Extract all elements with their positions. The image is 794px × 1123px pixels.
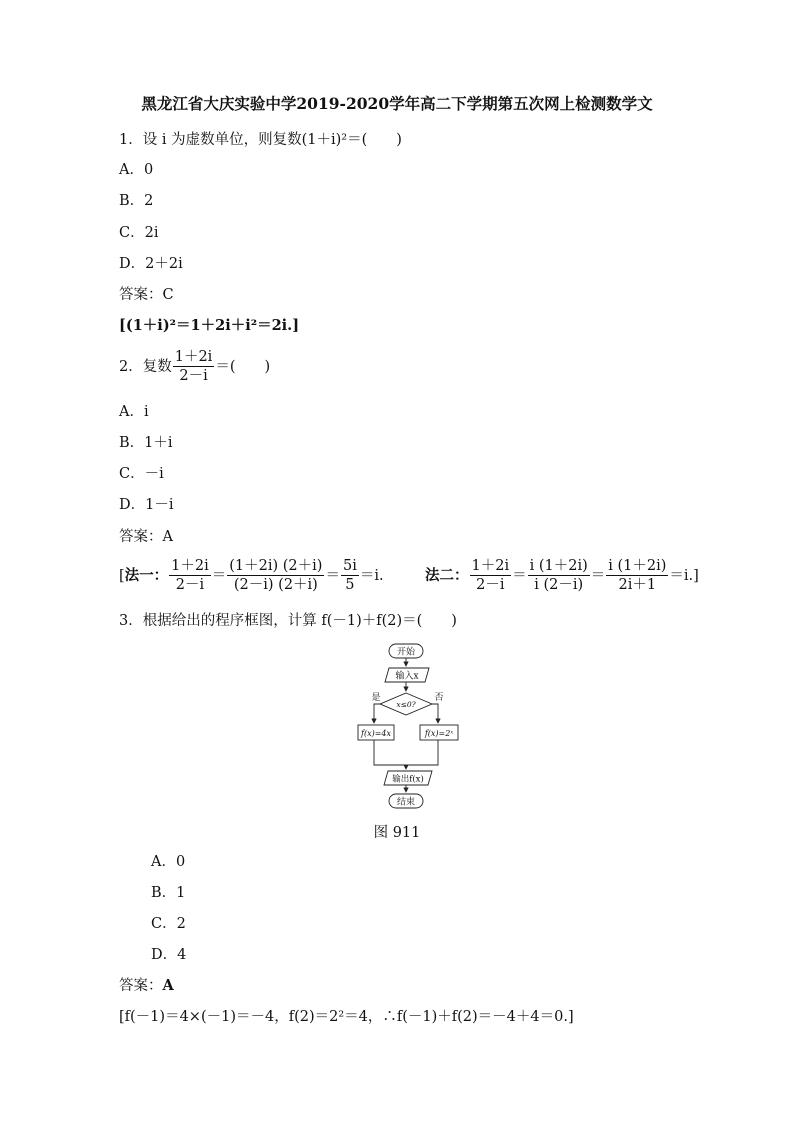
q3-stem: 3．根据给出的程序框图，计算 f(－1)＋f(2)＝( ) [119,613,457,629]
q1-option-b: B．2 [119,193,154,209]
q2-sol-m1-frac1 [169,558,211,593]
frac-num: i (1＋2i) [529,558,588,574]
q2-answer: 答案：A [119,529,173,545]
frac-den: 5 [345,577,355,593]
q2-stem-prefix: 2．复数 [119,358,172,375]
flowchart-decision-label: x≤0? [396,700,416,709]
frac-num: 1＋2i [171,558,209,574]
q2-stem [119,349,270,384]
flowchart-no-label: 否 [434,693,444,703]
frac-num: (1＋2i) (2＋i) [229,558,323,574]
q1-explanation: [(1＋i)²＝1＋2i＋i²＝2i.] [119,317,300,334]
equals-sign: ＝ [512,567,527,584]
q1-answer: 答案：C [119,287,174,303]
q3-option-d: D．4 [151,947,187,963]
flowchart-start-label: 开始 [396,647,416,658]
program-flowchart [352,641,462,813]
q2-sol-open: [ [119,567,125,584]
q3-answer [119,977,174,995]
q2-sol-method1-label: 法一： [124,566,169,584]
q3-answer-label: 答案： [119,978,163,994]
equals-sign: ＝ [325,567,340,584]
q2-fraction [173,349,215,384]
frac-num: 1＋2i [471,558,510,574]
q2-sol-m1-frac3 [341,558,359,593]
flowchart-output-label: 输出f(x) [392,774,424,785]
frac-den: 2i＋1 [618,577,657,593]
q2-option-d: D．1－i [119,497,174,513]
q2-solution-method1 [119,558,384,593]
q1-option-d: D．2＋2i [119,256,183,272]
q1-stem: 1．设 i 为虚数单位，则复数(1＋i)²＝( ) [119,132,402,148]
flowchart-end-label: 结束 [396,797,416,808]
equals-sign: ＝ [211,567,227,584]
q2-stem-suffix: ＝( ) [215,358,271,375]
q2-solution-method2 [425,558,699,593]
equals-sign: ＝ [590,567,606,584]
frac-num: 5i [342,558,357,574]
page-title: 黑龙江省大庆实验中学2019-2020学年高二下学期第五次网上检测数学文 [141,94,653,113]
frac-num: i (1＋2i) [608,558,667,574]
q2-option-a: A．i [119,404,149,420]
q2-frac-den: 2－i [179,368,208,384]
frac-den: 2－i [175,577,205,593]
q2-sol-m2-frac3 [606,558,668,593]
q2-sol-m1-frac2 [227,558,324,593]
q2-sol-m2-frac1 [470,558,512,593]
figure-caption: 图 911 [373,825,421,841]
q2-sol-m2-tail: ＝i.] [669,567,699,584]
q1-option-a: A．0 [119,162,154,178]
flowchart-right-label: f(x)=2ˣ [424,729,454,738]
q2-frac-num: 1＋2i [174,349,213,365]
flowchart-input-label: 输入x [395,671,419,682]
frac-den: (2－i) (2＋i) [233,577,318,593]
q3-option-c: C．2 [151,916,186,932]
flowchart-left-label: f(x)=4x [360,729,392,738]
frac-den: 2－i [476,577,505,593]
q1-option-c: C．2i [119,225,159,241]
q2-sol-method2-label: 法二： [425,566,469,584]
frac-den: i (2－i) [534,577,584,593]
q3-option-a: A．0 [151,854,186,870]
q2-option-c: C．－i [119,466,164,482]
q3-explanation: [f(－1)＝4×(－1)＝－4，f(2)＝2²＝4，∴f(－1)＋f(2)＝－4＋4＝0.] [119,1009,574,1025]
q2-sol-m2-frac2 [528,558,590,593]
flowchart-yes-label: 是 [371,693,381,703]
q2-option-b: B．1＋i [119,435,173,451]
q2-sol-m1-tail: ＝i. [359,567,384,584]
q3-option-b: B．1 [151,885,186,901]
q3-answer-value: A [162,977,174,994]
